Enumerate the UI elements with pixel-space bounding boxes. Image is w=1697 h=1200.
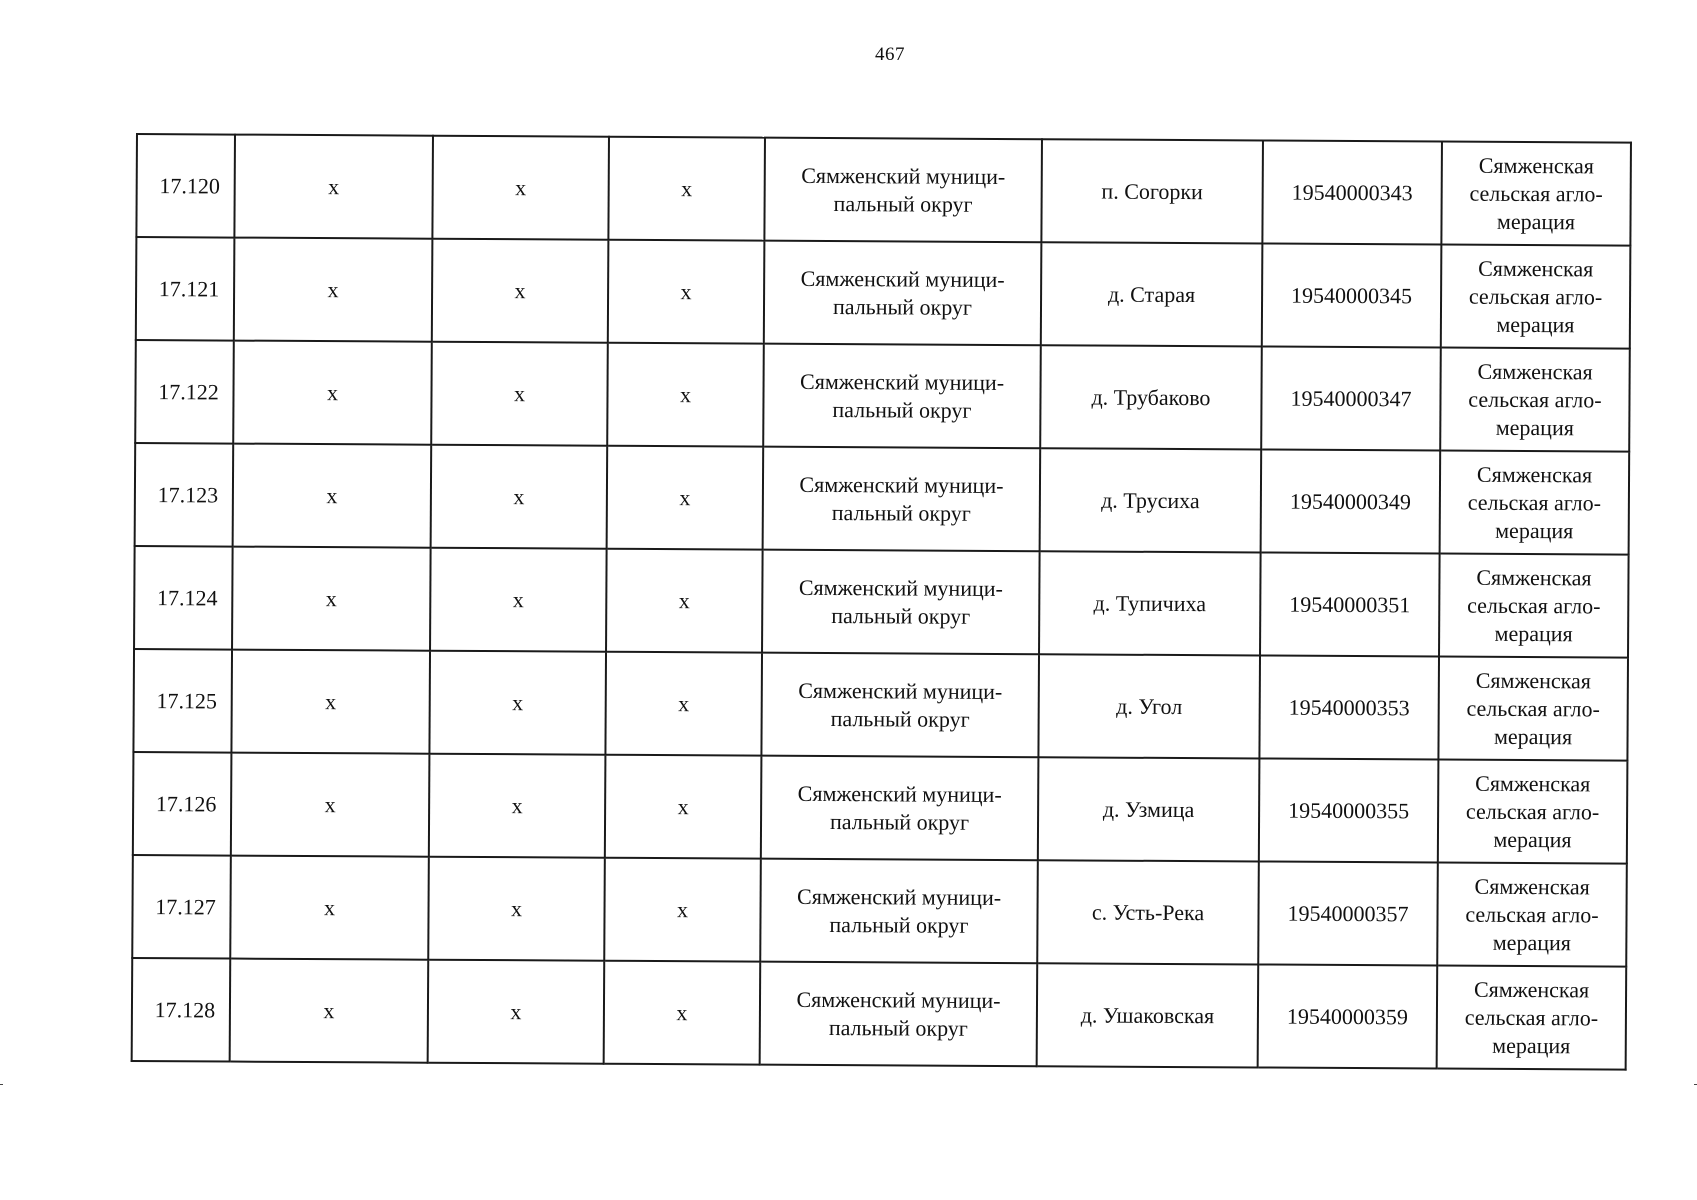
mark-cell-2: х xyxy=(428,960,605,1064)
district-line-1: Сямженский муници- xyxy=(800,265,1005,292)
settlement-cell: д. Тупичиха xyxy=(1039,551,1261,655)
table-row xyxy=(132,855,1627,967)
page-number: 467 xyxy=(875,44,905,65)
row-number: 17.121 xyxy=(136,237,235,341)
mark-cell-3: х xyxy=(607,343,764,447)
agglomeration-line-1: Сямженская xyxy=(1475,667,1592,693)
district-line-1: Сямженский муници- xyxy=(799,368,1005,395)
agglomeration-line-1: Сямженская xyxy=(1473,976,1590,1002)
mark-cell-3: х xyxy=(604,858,761,962)
agglomeration-cell xyxy=(1437,966,1627,1070)
agglomeration-line-2: сельская агло- xyxy=(1465,798,1600,824)
agglomeration-line-2: сельская агло- xyxy=(1468,283,1603,309)
agglomeration-line-1: Сямженская xyxy=(1476,461,1593,487)
mark-cell-2: х xyxy=(431,445,608,549)
agglomeration-line-1: Сямженская xyxy=(1477,358,1593,384)
district-line-2: пальный округ xyxy=(828,1014,968,1041)
code-cell: 19540000355 xyxy=(1259,758,1439,862)
district-line-2: пальный округ xyxy=(831,499,971,526)
district-line-1: Сямженский муници- xyxy=(801,162,1006,189)
agglomeration-cell xyxy=(1437,863,1627,967)
mark-cell-1: х xyxy=(233,444,432,548)
agglomeration-line-3: мерация xyxy=(1492,929,1571,955)
mark-cell-3: х xyxy=(608,137,765,241)
agglomeration-line-1: Сямженская xyxy=(1474,873,1590,899)
table-row xyxy=(133,752,1628,864)
mark-cell-1: х xyxy=(233,341,432,445)
code-cell: 19540000357 xyxy=(1258,861,1438,965)
row-number: 17.125 xyxy=(133,649,232,753)
district-line-2: пальный округ xyxy=(833,190,973,217)
district-line-1: Сямженский муници- xyxy=(798,574,1003,601)
agglomeration-cell xyxy=(1438,760,1628,864)
agglomeration-line-2: сельская агло- xyxy=(1467,489,1602,515)
mark-cell-2: х xyxy=(432,136,609,240)
district-line-2: пальный округ xyxy=(831,602,971,629)
mark-cell-2: х xyxy=(429,754,606,858)
agglomeration-line-3: мерация xyxy=(1495,414,1574,440)
agglomeration-cell xyxy=(1441,142,1631,246)
table-row xyxy=(136,134,1631,246)
mark-cell-2: х xyxy=(430,548,607,652)
table-row xyxy=(132,958,1627,1070)
district-line-2: пальный округ xyxy=(829,911,969,938)
agglomeration-line-1: Сямженская xyxy=(1478,152,1594,178)
agglomeration-cell xyxy=(1440,348,1630,452)
code-cell: 19540000359 xyxy=(1258,964,1438,1068)
district-cell xyxy=(764,241,1042,346)
code-cell: 19540000345 xyxy=(1262,243,1442,347)
table-row xyxy=(135,340,1630,452)
table-row xyxy=(134,546,1629,658)
agglomeration-line-2: сельская агло- xyxy=(1464,1004,1599,1030)
district-line-2: пальный округ xyxy=(832,293,973,320)
agglomeration-cell xyxy=(1441,245,1631,349)
mark-cell-1: х xyxy=(231,650,430,754)
district-cell xyxy=(763,344,1041,449)
agglomeration-line-3: мерация xyxy=(1493,826,1572,852)
agglomeration-cell xyxy=(1440,451,1630,555)
agglomeration-cell xyxy=(1438,657,1628,761)
district-cell xyxy=(760,859,1038,964)
agglomeration-line-3: мерация xyxy=(1493,723,1573,749)
row-number: 17.126 xyxy=(133,752,232,856)
mark-cell-3: х xyxy=(605,652,762,756)
agglomeration-line-3: мерация xyxy=(1496,311,1575,337)
code-cell: 19540000353 xyxy=(1259,655,1439,759)
mark-cell-2: х xyxy=(432,239,609,343)
code-cell: 19540000343 xyxy=(1262,140,1442,244)
mark-cell-1: х xyxy=(230,959,429,1063)
agglomeration-line-3: мерация xyxy=(1496,208,1576,234)
agglomeration-line-2: сельская агло- xyxy=(1467,592,1601,618)
district-line-1: Сямженский муници- xyxy=(797,883,1002,910)
row-number: 17.127 xyxy=(132,855,231,959)
mark-cell-3: х xyxy=(608,240,765,344)
agglomeration-line-3: мерация xyxy=(1494,620,1573,646)
row-number: 17.128 xyxy=(132,958,231,1062)
district-line-2: пальный округ xyxy=(829,808,970,835)
mark-cell-1: х xyxy=(232,547,431,651)
district-line-2: пальный округ xyxy=(832,396,972,423)
district-cell xyxy=(763,447,1041,552)
agglomeration-line-1: Сямженская xyxy=(1478,255,1594,281)
mark-cell-2: х xyxy=(429,651,606,755)
settlements-table xyxy=(131,133,1632,1071)
left-edge-mark xyxy=(0,1084,3,1085)
table-row xyxy=(135,443,1630,555)
settlement-cell: д. Трубаково xyxy=(1040,345,1262,449)
settlement-cell: д. Узмица xyxy=(1038,757,1260,861)
table-row xyxy=(133,649,1628,761)
district-cell xyxy=(760,962,1038,1067)
row-number: 17.124 xyxy=(134,546,233,650)
agglomeration-line-3: мерация xyxy=(1492,1032,1571,1058)
agglomeration-line-1: Сямженская xyxy=(1475,770,1591,796)
settlement-cell: с. Усть-Река xyxy=(1037,860,1259,964)
district-cell xyxy=(761,756,1039,861)
district-cell xyxy=(761,653,1039,758)
agglomeration-line-2: сельская агло- xyxy=(1465,901,1599,927)
code-cell: 19540000351 xyxy=(1260,552,1440,656)
district-line-1: Сямженский муници- xyxy=(796,986,1001,1013)
agglomeration-line-1: Сямженская xyxy=(1476,564,1592,590)
mark-cell-1: х xyxy=(234,238,433,342)
code-cell: 19540000349 xyxy=(1261,449,1441,553)
settlement-cell: д. Ушаковская xyxy=(1037,963,1259,1067)
agglomeration-line-3: мерация xyxy=(1495,517,1574,543)
code-cell: 19540000347 xyxy=(1261,346,1441,450)
row-number: 17.123 xyxy=(135,443,234,547)
row-number: 17.120 xyxy=(136,134,235,238)
mark-cell-1: х xyxy=(234,135,433,239)
mark-cell-3: х xyxy=(606,549,763,653)
agglomeration-line-2: сельская агло- xyxy=(1468,386,1602,412)
district-line-1: Сямженский муници- xyxy=(798,677,1003,704)
settlement-cell: д. Трусиха xyxy=(1040,448,1262,552)
row-number: 17.122 xyxy=(135,340,234,444)
table-row xyxy=(136,237,1631,349)
agglomeration-cell xyxy=(1439,554,1629,658)
district-cell xyxy=(762,550,1040,655)
mark-cell-2: х xyxy=(428,857,605,961)
table-body xyxy=(132,134,1631,1070)
district-cell xyxy=(764,138,1042,243)
settlement-cell: д. Угол xyxy=(1038,654,1260,758)
settlement-cell: п. Согорки xyxy=(1041,139,1263,243)
mark-cell-1: х xyxy=(230,856,429,960)
agglomeration-line-2: сельская агло- xyxy=(1469,180,1603,206)
district-line-1: Сямженский муници- xyxy=(797,780,1002,807)
mark-cell-3: х xyxy=(607,446,764,550)
agglomeration-line-2: сельская агло- xyxy=(1466,695,1600,721)
mark-cell-2: х xyxy=(431,342,608,446)
mark-cell-3: х xyxy=(604,961,761,1065)
settlement-cell: д. Старая xyxy=(1041,242,1263,346)
district-line-2: пальный округ xyxy=(830,705,970,732)
mark-cell-1: х xyxy=(231,753,430,857)
mark-cell-3: х xyxy=(605,755,762,859)
district-line-1: Сямженский муници- xyxy=(799,471,1004,498)
